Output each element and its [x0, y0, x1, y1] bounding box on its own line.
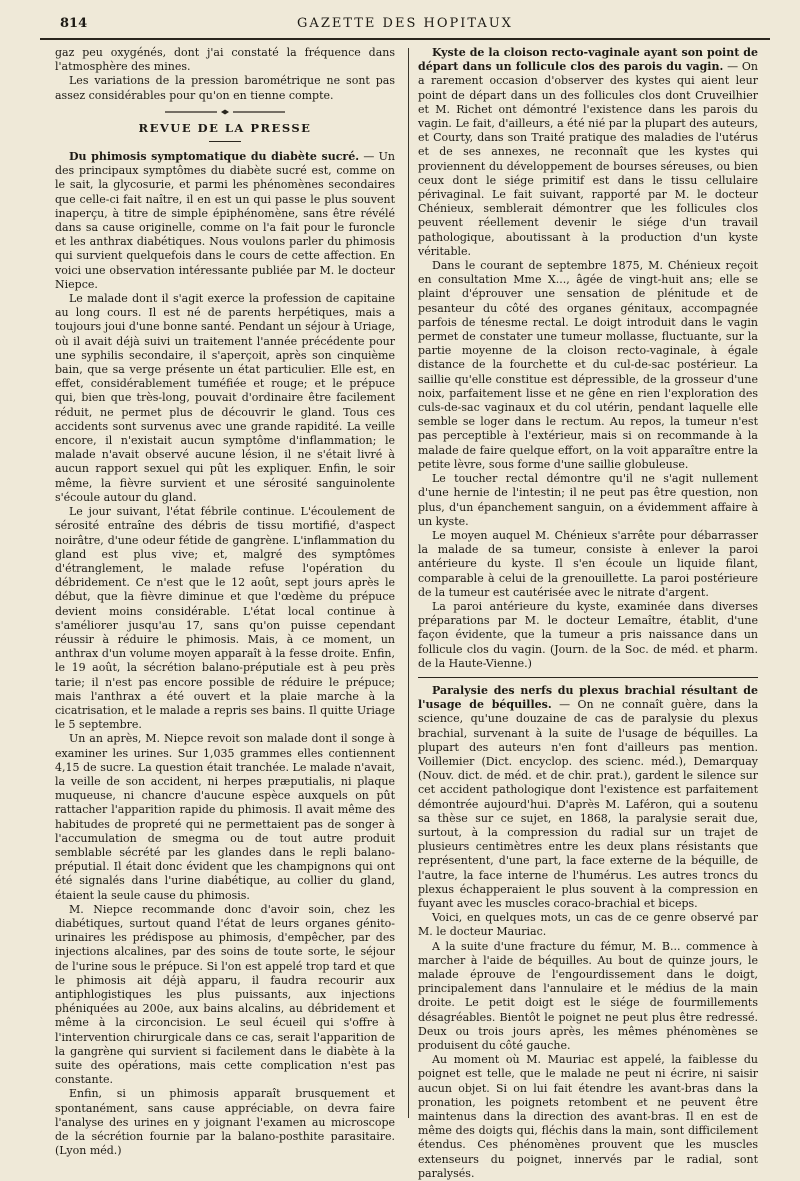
article-paragraph: Le moyen auquel M. Chénieux s'arrête pour débarrasser la malade de sa tumeur, consiste à enlever la paroi antérieure du kyste. Il s'en écoule un liquide filant, comparable à celui de la grenouillette. La paroi postérieure de la tumeur est cautérisée avec le nitrate d'argent. [418, 528, 758, 599]
article-paragraph: — Un des principaux symptômes du diabète sucré est, comme on le sait, la glycosurie, et parmi les phénomènes secondaires que celle-ci fait naître, il en est un qui passe le plus souvent inaperçu, à titre de simple épiphénomène, sans être révélé dans sa cause originelle, comme on l'a fait pour le furoncle et les anthrax diabétiques. Nous voulons parler du phimosis qui survient quelquefois dans le cours de cette affection. En voici une observation intéressante publiée par M. le docteur Niepce. [55, 150, 396, 291]
article-paragraph: Dans le courant de septembre 1875, M. Chénieux reçoit en consultation Mme X..., âgée de vingt-huit ans; elle se plaint d'éprouver une sensation de plénitude et de pesanteur du côté des organes génitaux, accompagnée parfois de ténesme rectal. Le doigt introduit dans le vagin permet de constater une tumeur mollasse, fluctuante, sur la partie moyenne de la cloison recto-vaginale, à égale distance de la fourchette et du cul-de-sac postérieur. La saillie qu'elle constitue est dépressible, de la grosseur d'une noix, parfaitement lisse et ne gêne en rien l'exploration des culs-de-sac vaginaux et du col utérin, pendant laquelle elle semble se loger dans le rectum. Au repos, la tumeur n'est pas perceptible à l'extérieur, mais si on recommande à la malade de faire quelque effort, on la voit apparaître entre la petite lèvre, sous forme d'une saillie globuleuse. [418, 259, 758, 471]
running-title: GAZETTE DES HOPITAUX [297, 16, 513, 31]
section-ornament-icon [165, 109, 285, 115]
article-paragraph: A la suite d'une fracture du fémur, M. B... commence à marcher à l'aide de béquilles. Au bout de quinze jours, le malade éprouve de l'engourdissement dans le doigt, principalement dans l'annulaire et le médius de la main droite. Le petit doigt est le siége de fourmillements désagréables. Bientôt le poignet ne peut plus être redressé. Deux ou trois jours après, les mêmes phénomènes se produisent du côté gauche. [418, 939, 758, 1053]
page-header [40, 14, 770, 36]
article-heading: Paralysie des nerfs du plexus brachial résultant de l'usage de béquilles. [418, 683, 758, 712]
article-paragraph: M. Niepce recommande donc d'avoir soin, chez les diabétiques, surtout quand l'état de leurs organes génito-urinaires les prédispose au phimosis, d'empêcher, par des injections alcalines, par des soins de toute sorte, le séjour de l'urine sous le prépuce. Si l'on est appelé trop tard et que le phimosis ait déjà apparu, il faudra recourir aux antiphlogistiques les plus puissants, aux injections phéniquées au 200e, aux bains alcalins, au débridement et même à la circoncision. Le seul écueil qui s'offre à l'intervention chirurgicale dans ce cas, serait l'apparition de la gangrène qui survient si facilement dans le diabète à la suite des opérations, mais cette complication n'est pas constante. [55, 902, 395, 1087]
article-paragraph: Voici, en quelques mots, un cas de ce genre observé par M. le docteur Mauriac. [418, 911, 758, 939]
article-paragraph: Le malade dont il s'agit exerce la profession de capitaine au long cours. Il est né de parents herpétiques, mais a toujours joui d'une bonne santé. Pendant un séjour à Uriage, où il avait déjà suivi un traitement l'année précédente pour une syphilis secondaire, il s'aperçoit, après son cinquième bain, que sa verge présente un état particulier. Elle est, en effet, considérablement tuméfiée et rouge; et le prépuce qui, bien que très-long, pouvait d'ordinaire être facilement réduit, ne permet plus de découvrir le gland. Tous ces accidents sont survenus avec une grande rapidité. La veille encore, il n'existait aucun symptôme d'inflammation; le malade n'avait observé aucune lésion, il ne s'était livré à aucun rapport sexuel qui pût les expliquer. Enfin, le soir même, la fièvre survient et une sérosité sanguinolente s'écoule autour du gland. [55, 292, 395, 504]
article-paragraph: Le jour suivant, l'état fébrile continue. L'écoulement de sérosité entraîne des débris de tissu mortifié, d'aspect noirâtre, d'une odeur fétide de gangrène. L'inflammation du gland est plus vive; et, malgré des symptômes d'étranglement, le malade refuse l'opération du débridement. Ce n'est que le 12 août, sept jours après le début, que la fièvre diminue et que l'œdème du prépuce devient moins considérable. L'état local continue à s'améliorer jusqu'au 17, sans qu'on puisse cependant réussir à réduire le phimosis. Mais, à ce moment, un anthrax d'un volume moyen apparaît à la fesse droite. Enfin, le 19 août, la sécrétion balano-préputiale est à peu près tarie; il n'est pas encore possible de réduire le prépuce; mais l'anthrax a été ouvert et la plaie marche à la cicatrisation, et le malade a repris ses bains. Il quitte Uriage le 5 septembre. [55, 505, 395, 732]
article-paragraph: La paroi antérieure du kyste, examinée dans diverses préparations par M. le docteur Lemaître, établit, d'une façon évidente, que la tumeur a pris naissance dans un follicule clos du vagin. (Journ. de la Soc. de méd. et pharm. de la Haute-Vienne.) [418, 599, 758, 670]
article-paragraph: — On ne connaît guère, dans la science, qu'une douzaine de cas de paralysie du plexus brachial, survenant à la suite de l'usage de béquilles. La plupart des auteurs n'en font d'ailleurs pas mention. Voillemier (Dict. encyclop. des scienc. méd.), Demarquay (Nouv. dict. de méd. et de chir. prat.), gardent le silence sur cet accident pathologique dont l'existence est parfaitement démontrée aujourd'hui. D'après M. Laféron, qui a soutenu sa thèse sur ce sujet, en 1868, la paralysie serait due, surtout, à la compression du radial sur un trajet de plusieurs centimètres entre les deux plans résistants que représentent, d'une part, la face externe de la béquille, de l'autre, la face interne de l'humérus. Les autres troncs du plexus échapperaient le plus souvent à la compression en fuyant avec les muscles coraco-brachial et biceps. [418, 698, 759, 910]
section-rule [209, 141, 241, 142]
article-heading: Du phimosis symptomatique du diabète sucré. [69, 150, 360, 164]
section-title: REVUE DE LA PRESSE [138, 120, 312, 135]
continuation-paragraph: Les variations de la pression barométrique ne sont pas assez considérables pour qu'on en tienne compte. [55, 74, 395, 102]
left-column [55, 46, 396, 1158]
page-number: 814 [60, 16, 88, 31]
article-paralysie [418, 684, 758, 1181]
header-rule [40, 38, 770, 40]
article-paragraph: Au moment où M. Mauriac est appelé, la faiblesse du poignet est telle, que le malade ne peut ni écrire, ni saisir aucun objet. Si on lui fait étendre les avant-bras dans la pronation, les poignets retombent et ne peuvent être maintenus dans la direction des avant-bras. Il en est de même des doigts qui, fléchis dans la main, sont difficilement étendus. Ces phénomènes prouvent que les muscles extenseurs du poignet, innervés par le radial, sont paralysés. [418, 1053, 758, 1180]
article-paragraph: Enfin, si un phimosis apparaît brusquement et spontanément, sans cause appréciable, on devra faire l'analyse des urines en y joignant l'examen au microscope de la sécrétion fournie par la balano-posthite parasitaire. (Lyon méd.) [55, 1087, 395, 1158]
column-divider [408, 48, 409, 1118]
article-paragraph: Un an après, M. Niepce revoit son malade dont il songe à examiner les urines. Sur 1,035 grammes elles contiennent 4,15 de sucre. La question était tranchée. Le malade n'avait, la veille de son accident, ni herpes præputialis, ni plaque muqueuse, ni chancre d'aucune espèce auxquels on pût rattacher l'apparition rapide du phimosis. Il avait même des habitudes de propreté qui ne permettaient pas de songer à l'accumulation de smegma ou de tout autre produit semblable sécrété par les glandes dans le repli balano-préputial. Il était donc évident que les champignons qui ont été signalés dans l'urine diabétique, au collier du gland, étaient la seule cause du phimosis. [55, 732, 395, 902]
continuation-paragraph: gaz peu oxygénés, dont j'ai constaté la fréquence dans l'atmosphère des mines. [55, 46, 395, 74]
article-kyste [418, 46, 758, 671]
article-heading: Kyste de la cloison recto-vaginale ayant son point de départ dans un follicule clos des parois du vagin. [418, 46, 758, 74]
article-phimosis [55, 150, 395, 1158]
article-paragraph: — On a rarement occasion d'observer des kystes qui aient leur point de départ dans un des follicules clos dont Cruveilhier et M. Richet ont démontré l'existence dans les parois du vagin. Le fait, d'ailleurs, a été nié par la plupart des auteurs, et Courty, dans son Traité pratique des maladies de l'utérus et de ses annexes, ne reconnaît que les kystes qui proviennent du développement de bourses séreuses, ou bien ceux dont le siége primitif est dans le tissu cellulaire périvaginal. Le fait suivant, rapporté par M. le docteur Chénieux, semblerait démontrer que les follicules clos peuvent réellement devenir le siége d'un travail pathologique, aboutissant à la production d'un kyste véritable. [418, 60, 758, 258]
right-column [418, 46, 759, 1180]
article-paragraph: Le toucher rectal démontre qu'il ne s'agit nullement d'une hernie de l'intestin; il ne peut pas être question, non plus, d'un épanchement sanguin, on a évidemment affaire à un kyste. [418, 472, 758, 528]
article-separator [418, 677, 758, 678]
